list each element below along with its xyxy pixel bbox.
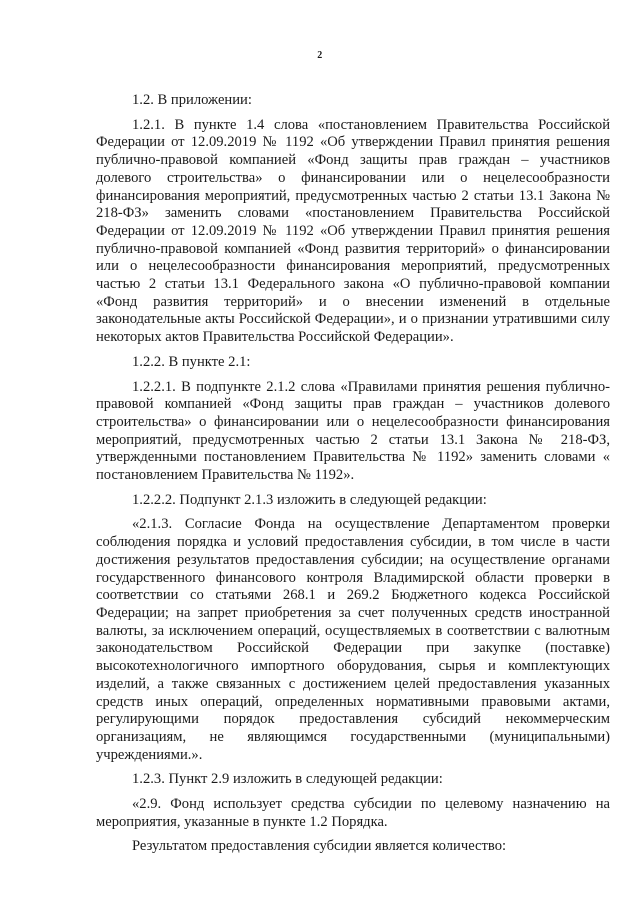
paragraph-item-1-2-2-1: 1.2.2.1. В подпункте 2.1.2 слова «Правилами принятия решения публично-правовой компанией «Фонд защиты прав граждан – участников долевого строительства» о финансировании или о нецелесообразности финансирования мероприятий, предусмотренных частью 2 статьи 13.1 Закона № 218-ФЗ, утвержденными постановлением Правительства № 1192» заменить словами « постановлением Правительства № 1192». [96, 378, 610, 484]
paragraph-item-1-2-1: 1.2.1. В пункте 1.4 слова «постановлением Правительства Российской Федерации от 12.09.2019 № 1192 «Об утверждении Правил принятия решения публично-правовой компанией «Фонд защиты прав граждан – участников долевого строительства» о финансировании или о нецелесообразности финансирования мероприятий, предусмотренных частью 2 статьи 13.1 Закона № 218-ФЗ» заменить словами «постановлением Правительства Российской Федерации от 12.09.2019 № 1192 «Об утверждении Правил принятия решения публично-правовой компанией «Фонд развития территорий» о финансировании или о нецелесообразности финансирования мероприятий, предусмотренных частью 2 статьи 13.1 Федерального закона «О публично-правовой компании «Фонд развития территорий» и о внесении изменений в отдельные законодательные акты Российской Федерации», и о признании утратившими силу некоторых актов Правительства Российской Федерации». [96, 116, 610, 346]
paragraph-item-1-2-3: 1.2.3. Пункт 2.9 изложить в следующей редакции: [132, 771, 443, 788]
paragraph-quote-2-9: «2.9. Фонд использует средства субсидии по целевому назначению на мероприятия, указанные в пункте 1.2 Порядка. [96, 796, 610, 830]
paragraph-section-1-2: 1.2. В приложении: [132, 92, 252, 108]
paragraph-result: Результатом предоставления субсидии является количество: [132, 838, 507, 855]
paragraph-quote-2-1-3: «2.1.3. Согласие Фонда на осуществление Департаментом проверки соблюдения порядка и условий предоставления субсидии, в том числе в части достижения результатов предоставления субсидии; на осуществление органами государственного финансового контроля Владимирской области проверки в соответствии со статьями 268.1 и 269.2 Бюджетного кодекса Российской Федерации; на запрет приобретения за счет полученных средств иностранной валюты, за исключением операций, осуществляемых в соответствии с валютным законодательством Российской Федерации при закупке (поставке) высокотехнологичного импортного оборудования, сырья и комплектующих изделий, а также связанных с достижением целей предоставления указанных средств иных операций, определенных нормативными правовыми актами, регулирующими порядок предоставления субсидий некоммерческим организациям, не являющимся государственными (муниципальными) учреждениями.». [96, 516, 610, 763]
page-number: 2 [317, 50, 323, 61]
paragraph-item-1-2-2: 1.2.2. В пункте 2.1: [132, 353, 251, 370]
document-body [96, 92, 610, 863]
paragraph-item-1-2-2-2: 1.2.2.2. Подпункт 2.1.3 изложить в следующей редакции: [132, 491, 487, 508]
